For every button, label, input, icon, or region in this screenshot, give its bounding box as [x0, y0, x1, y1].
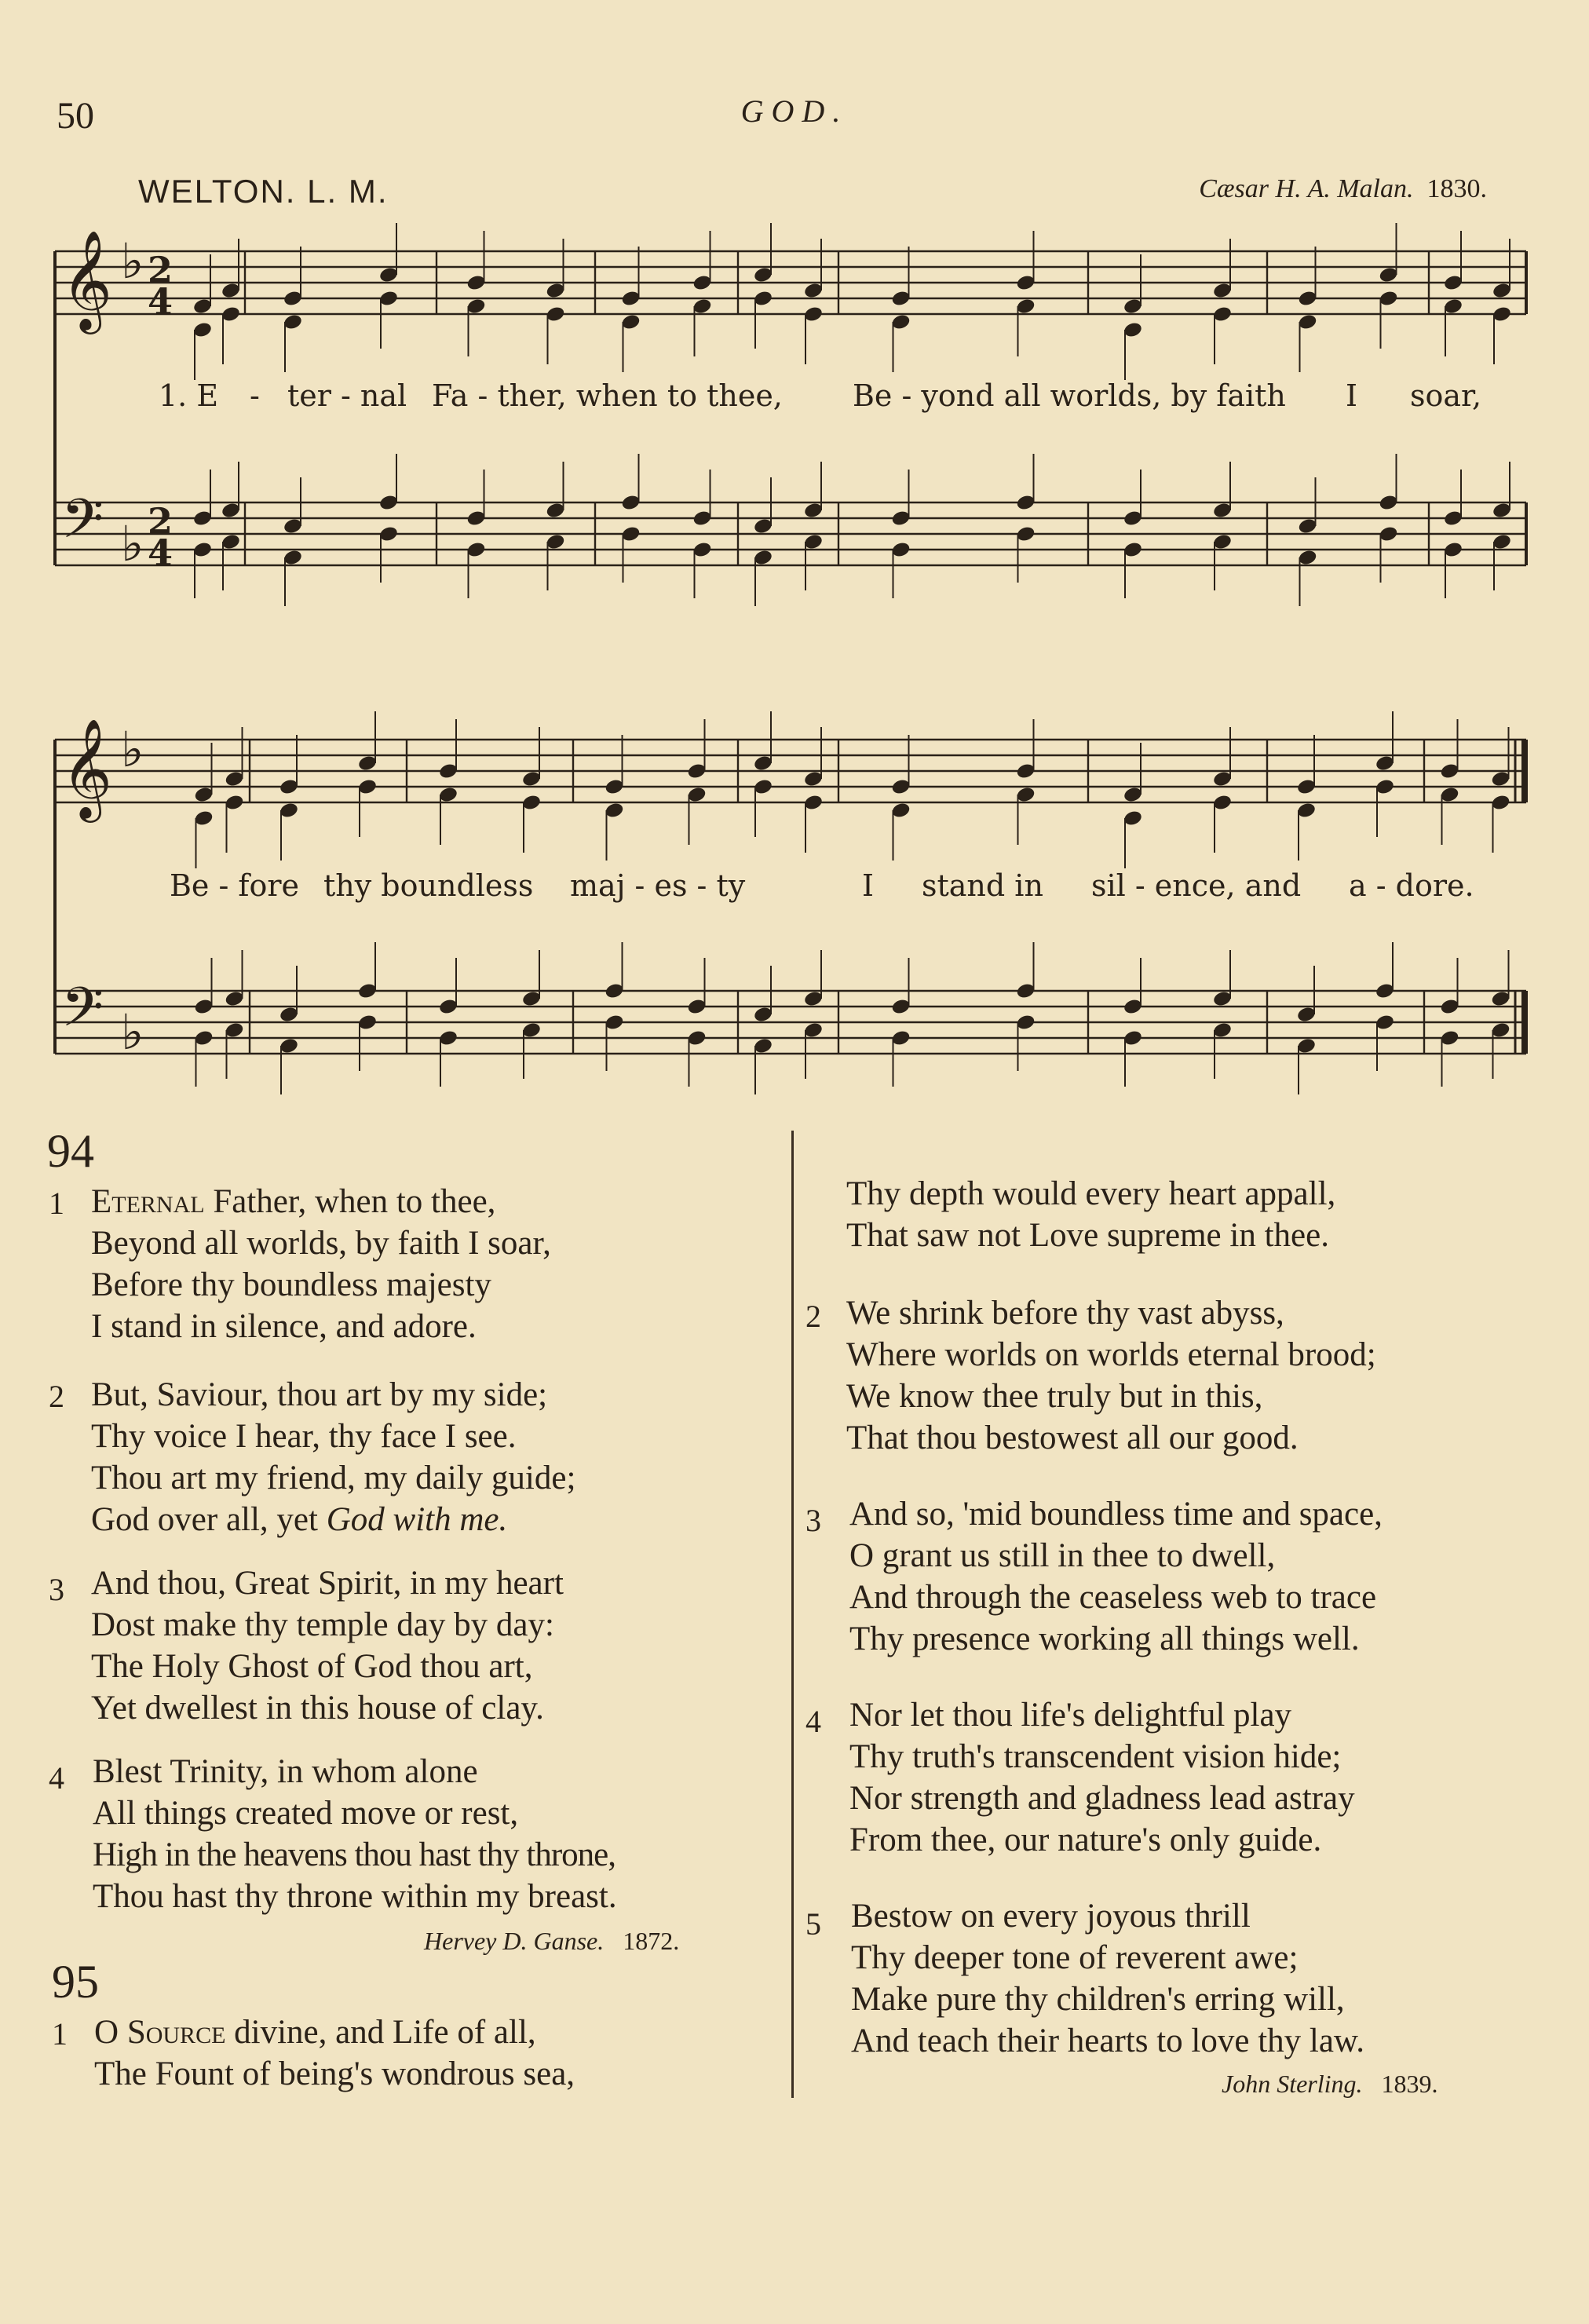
lyric-syllable: ter - nal [287, 378, 407, 413]
verse-number: 2 [805, 1299, 821, 1334]
time-signature-top: 2 [148, 500, 174, 543]
hymn-number: 95 [52, 1956, 99, 2008]
verse-line: We shrink before thy vast abyss, [846, 1295, 1284, 1332]
bass-clef: 𝄢 [61, 975, 104, 1052]
verse-line: Thy voice I hear, thy face I see. [91, 1418, 517, 1455]
author-year: 1839. [1381, 2070, 1438, 2098]
verse-line: But, Saviour, thou art by my side; [91, 1376, 548, 1413]
treble-clef: 𝄞 [61, 229, 113, 330]
lyric-syllable: sil - ence, and [1091, 868, 1302, 903]
verse-number: 4 [49, 1760, 64, 1796]
verse-line: Beyond all worlds, by faith I soar, [91, 1225, 551, 1262]
composer-year: 1830. [1426, 174, 1487, 203]
lyric-syllable: Be - fore [170, 868, 300, 903]
lyric-syllable: stand in [922, 868, 1043, 903]
first-word: Source [126, 2014, 226, 2051]
verse-line: Thy depth would every heart appall, [846, 1175, 1336, 1212]
verse-line: That saw not Love supreme in thee. [846, 1217, 1329, 1254]
verse-line: And teach their hearts to love thy law. [851, 2023, 1364, 2059]
verse-number: 3 [805, 1503, 821, 1538]
stanza [49, 1181, 551, 1347]
lyric-syllable: 1. E [159, 378, 219, 413]
treble-clef: 𝄞 [61, 718, 113, 818]
verse-number: 5 [805, 1906, 821, 1942]
verse-line: Yet dwellest in this house of clay. [91, 1690, 544, 1727]
verse-line: The Holy Ghost of God thou art, [91, 1648, 533, 1685]
stanza [49, 1374, 575, 1540]
stanza [805, 1895, 1364, 2062]
verse-line: The Fount of being's wondrous sea, [94, 2055, 575, 2092]
verse-line: divine, and Life of all, [234, 2014, 536, 2051]
lyric-syllable: thy boundless [323, 868, 534, 903]
verse-word: O [94, 2014, 119, 2051]
verse-number: 4 [805, 1704, 821, 1739]
stanza [805, 1694, 1355, 1861]
verse-line: Make pure thy children's erring will, [851, 1981, 1345, 2018]
stanza [805, 1493, 1383, 1660]
time-signature-bottom: 4 [148, 280, 174, 323]
stanza [52, 2012, 575, 2095]
lyric-syllable: Fa - ther, when to thee, [432, 378, 783, 413]
verse-number: 1 [52, 2016, 68, 2052]
running-title: GOD. [740, 93, 849, 129]
verse-line: Thy presence working all things well. [849, 1621, 1360, 1657]
lyric-syllable: soar, [1410, 378, 1482, 413]
author-year: 1872. [623, 1927, 680, 1955]
author-name: John Sterling. [1222, 2070, 1363, 2098]
verse-line: Dost make thy temple day by day: [91, 1606, 554, 1643]
verse-line: Where worlds on worlds eternal brood; [846, 1336, 1376, 1373]
bass-clef: 𝄢 [61, 487, 104, 564]
verse-line: Nor strength and gladness lead astray [849, 1780, 1355, 1817]
hymn-number: 94 [47, 1125, 94, 1177]
verse-line: Blest Trinity, in whom alone [93, 1753, 478, 1790]
lyric-syllable: I [862, 868, 875, 903]
column-divider [791, 1131, 794, 2098]
verse-line: O grant us still in thee to dwell, [849, 1537, 1276, 1574]
verse-line: Thy truth's transcendent vision hide; [849, 1738, 1342, 1775]
verse-line: God over all, yet [91, 1501, 318, 1538]
page-number: 50 [57, 95, 94, 137]
verse-line: Bestow on every joyous thrill [851, 1898, 1251, 1935]
italic-phrase: God with me. [326, 1501, 508, 1538]
verse-number: 2 [49, 1379, 64, 1414]
verse-line: That thou bestowest all our good. [846, 1420, 1299, 1456]
verse-line: I stand in silence, and adore. [91, 1308, 477, 1345]
verse-line: Father, when to thee, [213, 1183, 496, 1220]
verse-line: And thou, Great Spirit, in my heart [91, 1565, 564, 1602]
verse-line: High in the heavens thou hast thy throne, [93, 1836, 616, 1873]
time-signature-top: 2 [148, 249, 174, 291]
verse-line: From thee, our nature's only guide. [849, 1822, 1322, 1858]
verse-number: 3 [49, 1572, 64, 1607]
verse-line: And through the ceaseless web to trace [849, 1579, 1377, 1616]
verse-line: Thy deeper tone of reverent awe; [851, 1939, 1299, 1976]
hymn-author [1222, 2070, 1438, 2099]
stanza [49, 1751, 617, 1917]
hymn-author [424, 1927, 679, 1956]
verse-line: We know thee truly but in this, [846, 1378, 1263, 1415]
lyric-syllable: Be - yond all worlds, by faith [853, 378, 1286, 413]
flat-sign: ♭ [121, 1003, 144, 1061]
verse-line: And so, 'mid boundless time and space, [849, 1496, 1383, 1533]
lyric-syllable: a - dore. [1349, 868, 1474, 903]
verse-line: Nor let thou life's delightful play [849, 1697, 1292, 1734]
verse-line: Thou art my friend, my daily guide; [91, 1460, 576, 1496]
first-word: Eternal [91, 1183, 205, 1220]
author-name: Hervey D. Ganse. [424, 1927, 605, 1955]
flat-sign: ♭ [121, 515, 144, 572]
lyric-syllable: - [250, 378, 260, 413]
music-score [0, 0, 1589, 1099]
tune-name: WELTON. L. M. [138, 173, 389, 210]
stanza [805, 1292, 1376, 1459]
lyric-syllable: I [1346, 378, 1358, 413]
lyric-syllable: maj - es - ty [570, 868, 746, 903]
verse-line: Before thy boundless majesty [91, 1266, 491, 1303]
verse-number: 1 [49, 1186, 64, 1221]
verse-line: All things created move or rest, [93, 1795, 519, 1832]
verse-line: Thou hast thy throne within my breast. [93, 1878, 617, 1915]
flat-sign: ♭ [121, 721, 144, 778]
flat-sign: ♭ [121, 232, 144, 290]
time-signature-bottom: 4 [148, 532, 174, 574]
stanza [49, 1562, 564, 1729]
stanza-continued [846, 1173, 1335, 1256]
composer-name: Cæsar H. A. Malan. [1199, 174, 1414, 203]
